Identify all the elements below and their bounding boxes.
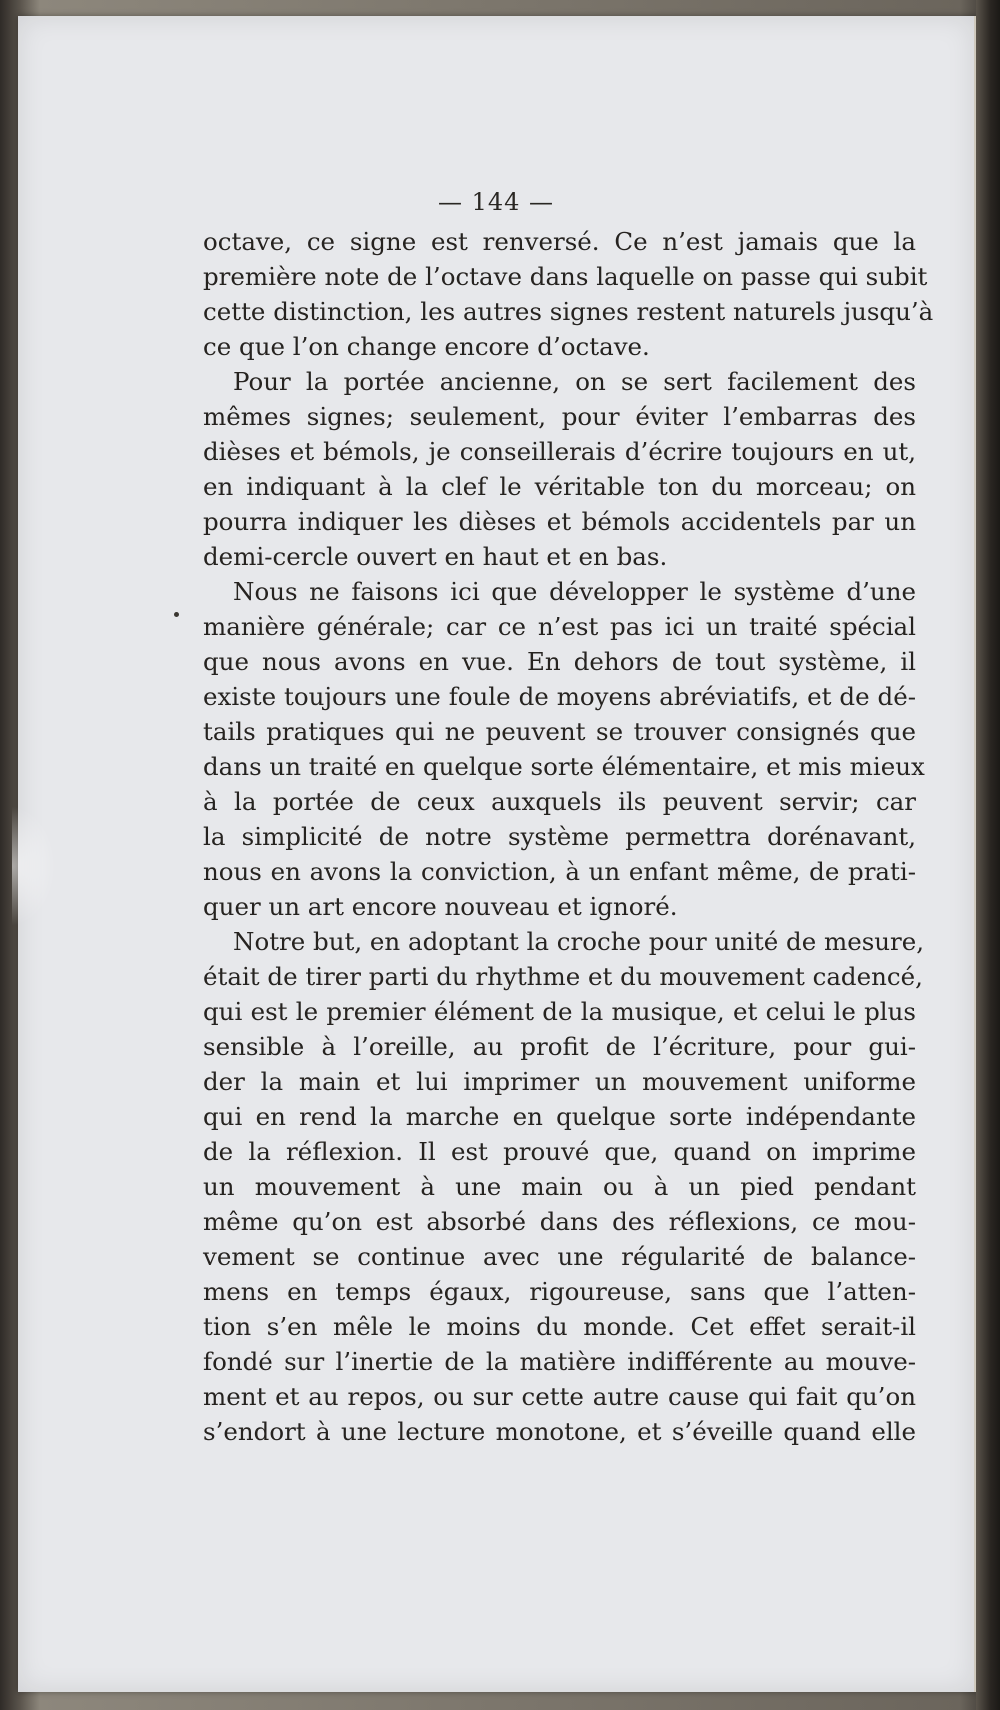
text-line: ment et au repos, ou sur cette autre cause qui fait qu’on — [203, 1382, 916, 1411]
text-line: dans un traité en quelque sorte élémentaire, et mis mieux — [203, 752, 925, 781]
text-line: un mouvement à une main ou à un pied pendant — [203, 1172, 916, 1201]
text-line: ce que l’on change encore d’octave. — [203, 332, 650, 361]
text-line: vement se continue avec une régularité de balance- — [203, 1242, 916, 1271]
text-line: Pour la portée ancienne, on se sert facilement des — [233, 367, 916, 396]
text-line: qui en rend la marche en quelque sorte indépendante — [203, 1102, 916, 1131]
text-line: octave, ce signe est renversé. Ce n’est jamais que la — [203, 227, 916, 256]
text-line: sensible à l’oreille, au profit de l’écriture, pour gui- — [203, 1032, 916, 1061]
text-line: tion s’en mêle le moins du monde. Cet effet serait-il — [203, 1312, 916, 1341]
text-line: la simplicité de notre système permettra dorénavant, — [203, 822, 916, 851]
text-line: même qu’on est absorbé dans des réflexions, ce mou- — [203, 1207, 916, 1236]
text-line: mêmes signes; seulement, pour éviter l’embarras des — [203, 402, 916, 431]
text-line: Notre but, en adoptant la croche pour unité de mesure, — [233, 927, 925, 956]
text-line: dièses et bémols, je conseillerais d’écrire toujours en ut, — [203, 437, 916, 466]
text-line: quer un art encore nouveau et ignoré. — [203, 892, 678, 921]
text-line: pourra indiquer les dièses et bémols accidentels par un — [203, 507, 916, 536]
text-line: tails pratiques qui ne peuvent se trouver consignés que — [203, 717, 916, 746]
text-line: s’endort à une lecture monotone, et s’éveille quand elle — [203, 1417, 916, 1446]
text-line: nous en avons la conviction, à un enfant même, de prati- — [203, 857, 916, 886]
text-line: Nous ne faisons ici que développer le système d’une — [233, 577, 916, 606]
text-line: cette distinction, les autres signes restent naturels jusqu’à — [203, 297, 934, 326]
page-text — [203, 224, 934, 1449]
page-number: — 144 — — [437, 188, 555, 216]
text-line: fondé sur l’inertie de la matière indifférente au mouve- — [203, 1347, 916, 1376]
text-line: première note de l’octave dans laquelle on passe qui subit — [203, 262, 928, 291]
text-line: der la main et lui imprimer un mouvement uniforme — [203, 1067, 916, 1096]
ink-mark — [174, 612, 179, 617]
text-line: manière générale; car ce n’est pas ici un traité spécial — [203, 612, 916, 641]
text-line: à la portée de ceux auxquels ils peuvent servir; car — [203, 787, 916, 816]
text-line: existe toujours une foule de moyens abréviatifs, et de dé- — [203, 682, 916, 711]
text-line: était de tirer parti du rhythme et du mouvement cadencé, — [203, 962, 923, 991]
text-line: qui est le premier élément de la musique, et celui le plus — [203, 997, 916, 1026]
book-spine-edge — [976, 0, 1000, 1710]
text-line: que nous avons en vue. En dehors de tout système, il — [203, 647, 916, 676]
text-line: en indiquant à la clef le véritable ton du morceau; on — [203, 472, 916, 501]
text-line: mens en temps égaux, rigoureuse, sans que l’atten- — [203, 1277, 916, 1306]
text-line: demi-cercle ouvert en haut et en bas. — [203, 542, 668, 571]
book-page — [18, 16, 978, 1692]
text-line: de la réflexion. Il est prouvé que, quand on imprime — [203, 1137, 916, 1166]
